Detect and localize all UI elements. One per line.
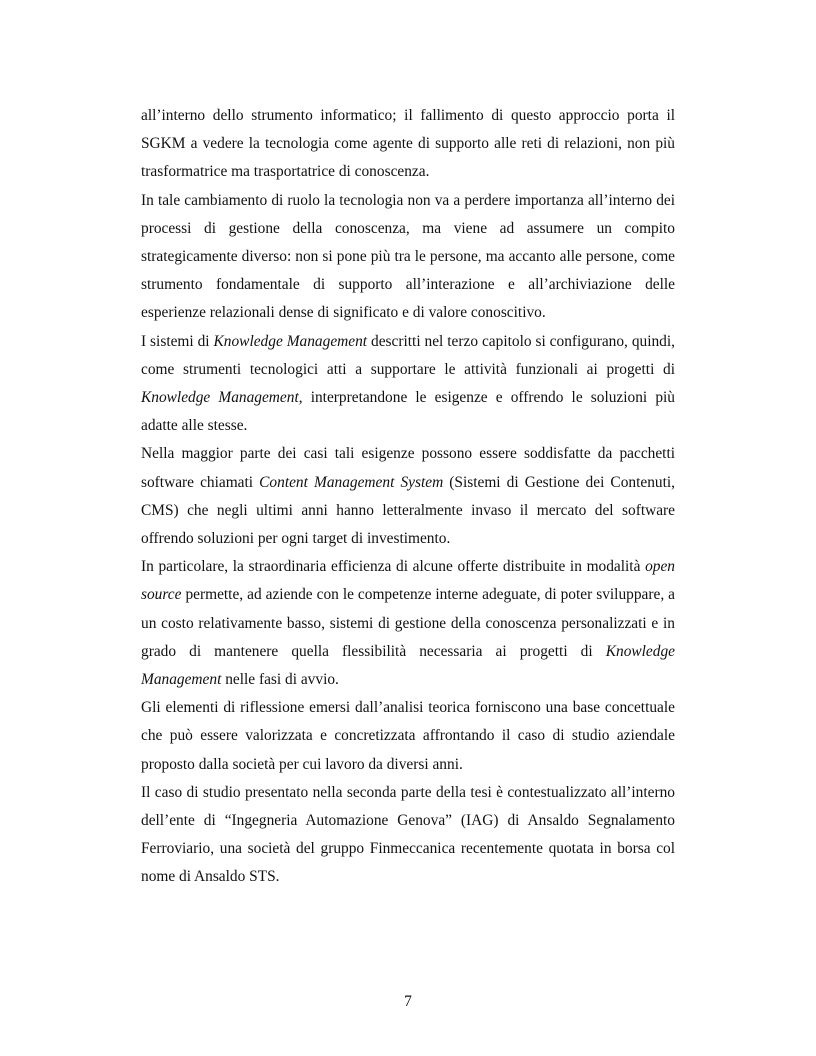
paragraph bbox=[141, 553, 675, 694]
text-run: nelle fasi di avvio. bbox=[221, 671, 339, 689]
text-run: Nella maggior parte dei casi tali esigenze possono essere soddisfatte da pacchetti software chiamati bbox=[141, 445, 675, 491]
body-text bbox=[141, 102, 675, 892]
paragraph bbox=[141, 102, 675, 187]
italic-term: Knowledge Management bbox=[213, 332, 368, 350]
paragraph bbox=[141, 440, 675, 553]
text-run: Gli elementi di riflessione emersi dall’analisi teorica forniscono una base concettuale che può essere valorizzata e concretizzata affrontando il caso di studio aziendale proposto dalla società per cui lavoro da diversi anni. bbox=[141, 699, 675, 773]
page-number: 7 bbox=[404, 993, 412, 1010]
italic-term: open source bbox=[141, 558, 675, 604]
text-run: In tale cambiamento di ruolo la tecnologia non va a perdere importanza all’interno dei processi di gestione della conoscenza, ma viene ad assumere un compito strategicamente diverso: non si pone più tra le persone, ma accanto alle persone, come strumento fondamentale di supporto all’interazione e all’archiviazione delle esperienze relazionali dense di significato e di valore conoscitivo. bbox=[141, 191, 675, 322]
paragraph bbox=[141, 328, 675, 441]
text-run: , interpretandone le esigenze e offrendo le soluzioni più adatte alle stesse. bbox=[141, 389, 675, 435]
italic-term: Content Management System bbox=[259, 473, 444, 491]
italic-term: Knowledge Management bbox=[141, 389, 299, 407]
paragraph bbox=[141, 779, 675, 892]
text-run: permette, ad aziende con le competenze interne adeguate, di poter sviluppare, a un costo relativamente basso, sistemi di gestione della conoscenza personalizzati e in grado di mantenere quella flessibilità necessaria ai progetti di bbox=[141, 586, 675, 660]
text-run: Il caso di studio presentato nella seconda parte della tesi è contestualizzato all’interno dell’ente di “Ingegneria Automazione Genova” (IAG) di Ansaldo Segnalamento Ferroviario, una società del gruppo Finmeccanica recentemente quotata in borsa col nome di Ansaldo STS. bbox=[141, 783, 675, 886]
text-run: (Sistemi di Gestione dei Contenuti, CMS) che negli ultimi anni hanno letteralmente invaso il mercato del software offrendo soluzioni per ogni target di investimento. bbox=[141, 473, 675, 548]
text-run: all’interno dello strumento informatico; il fallimento di questo approccio porta il SGKM a vedere la tecnologia come agente di supporto alle reti di relazioni, non più trasformatrice ma trasportatrice di conoscenza. bbox=[141, 107, 675, 181]
text-run: descritti nel terzo capitolo si configurano, quindi, come strumenti tecnologici atti a supportare le attività funzionali ai progetti di bbox=[141, 332, 676, 378]
text-run: In particolare, la straordinaria efficienza di alcune offerte distribuite in modalità bbox=[141, 558, 646, 576]
italic-term: Knowledge Management bbox=[141, 642, 675, 689]
text-run: I sistemi di bbox=[141, 332, 214, 350]
paragraph bbox=[141, 694, 675, 779]
paragraph bbox=[141, 187, 675, 328]
